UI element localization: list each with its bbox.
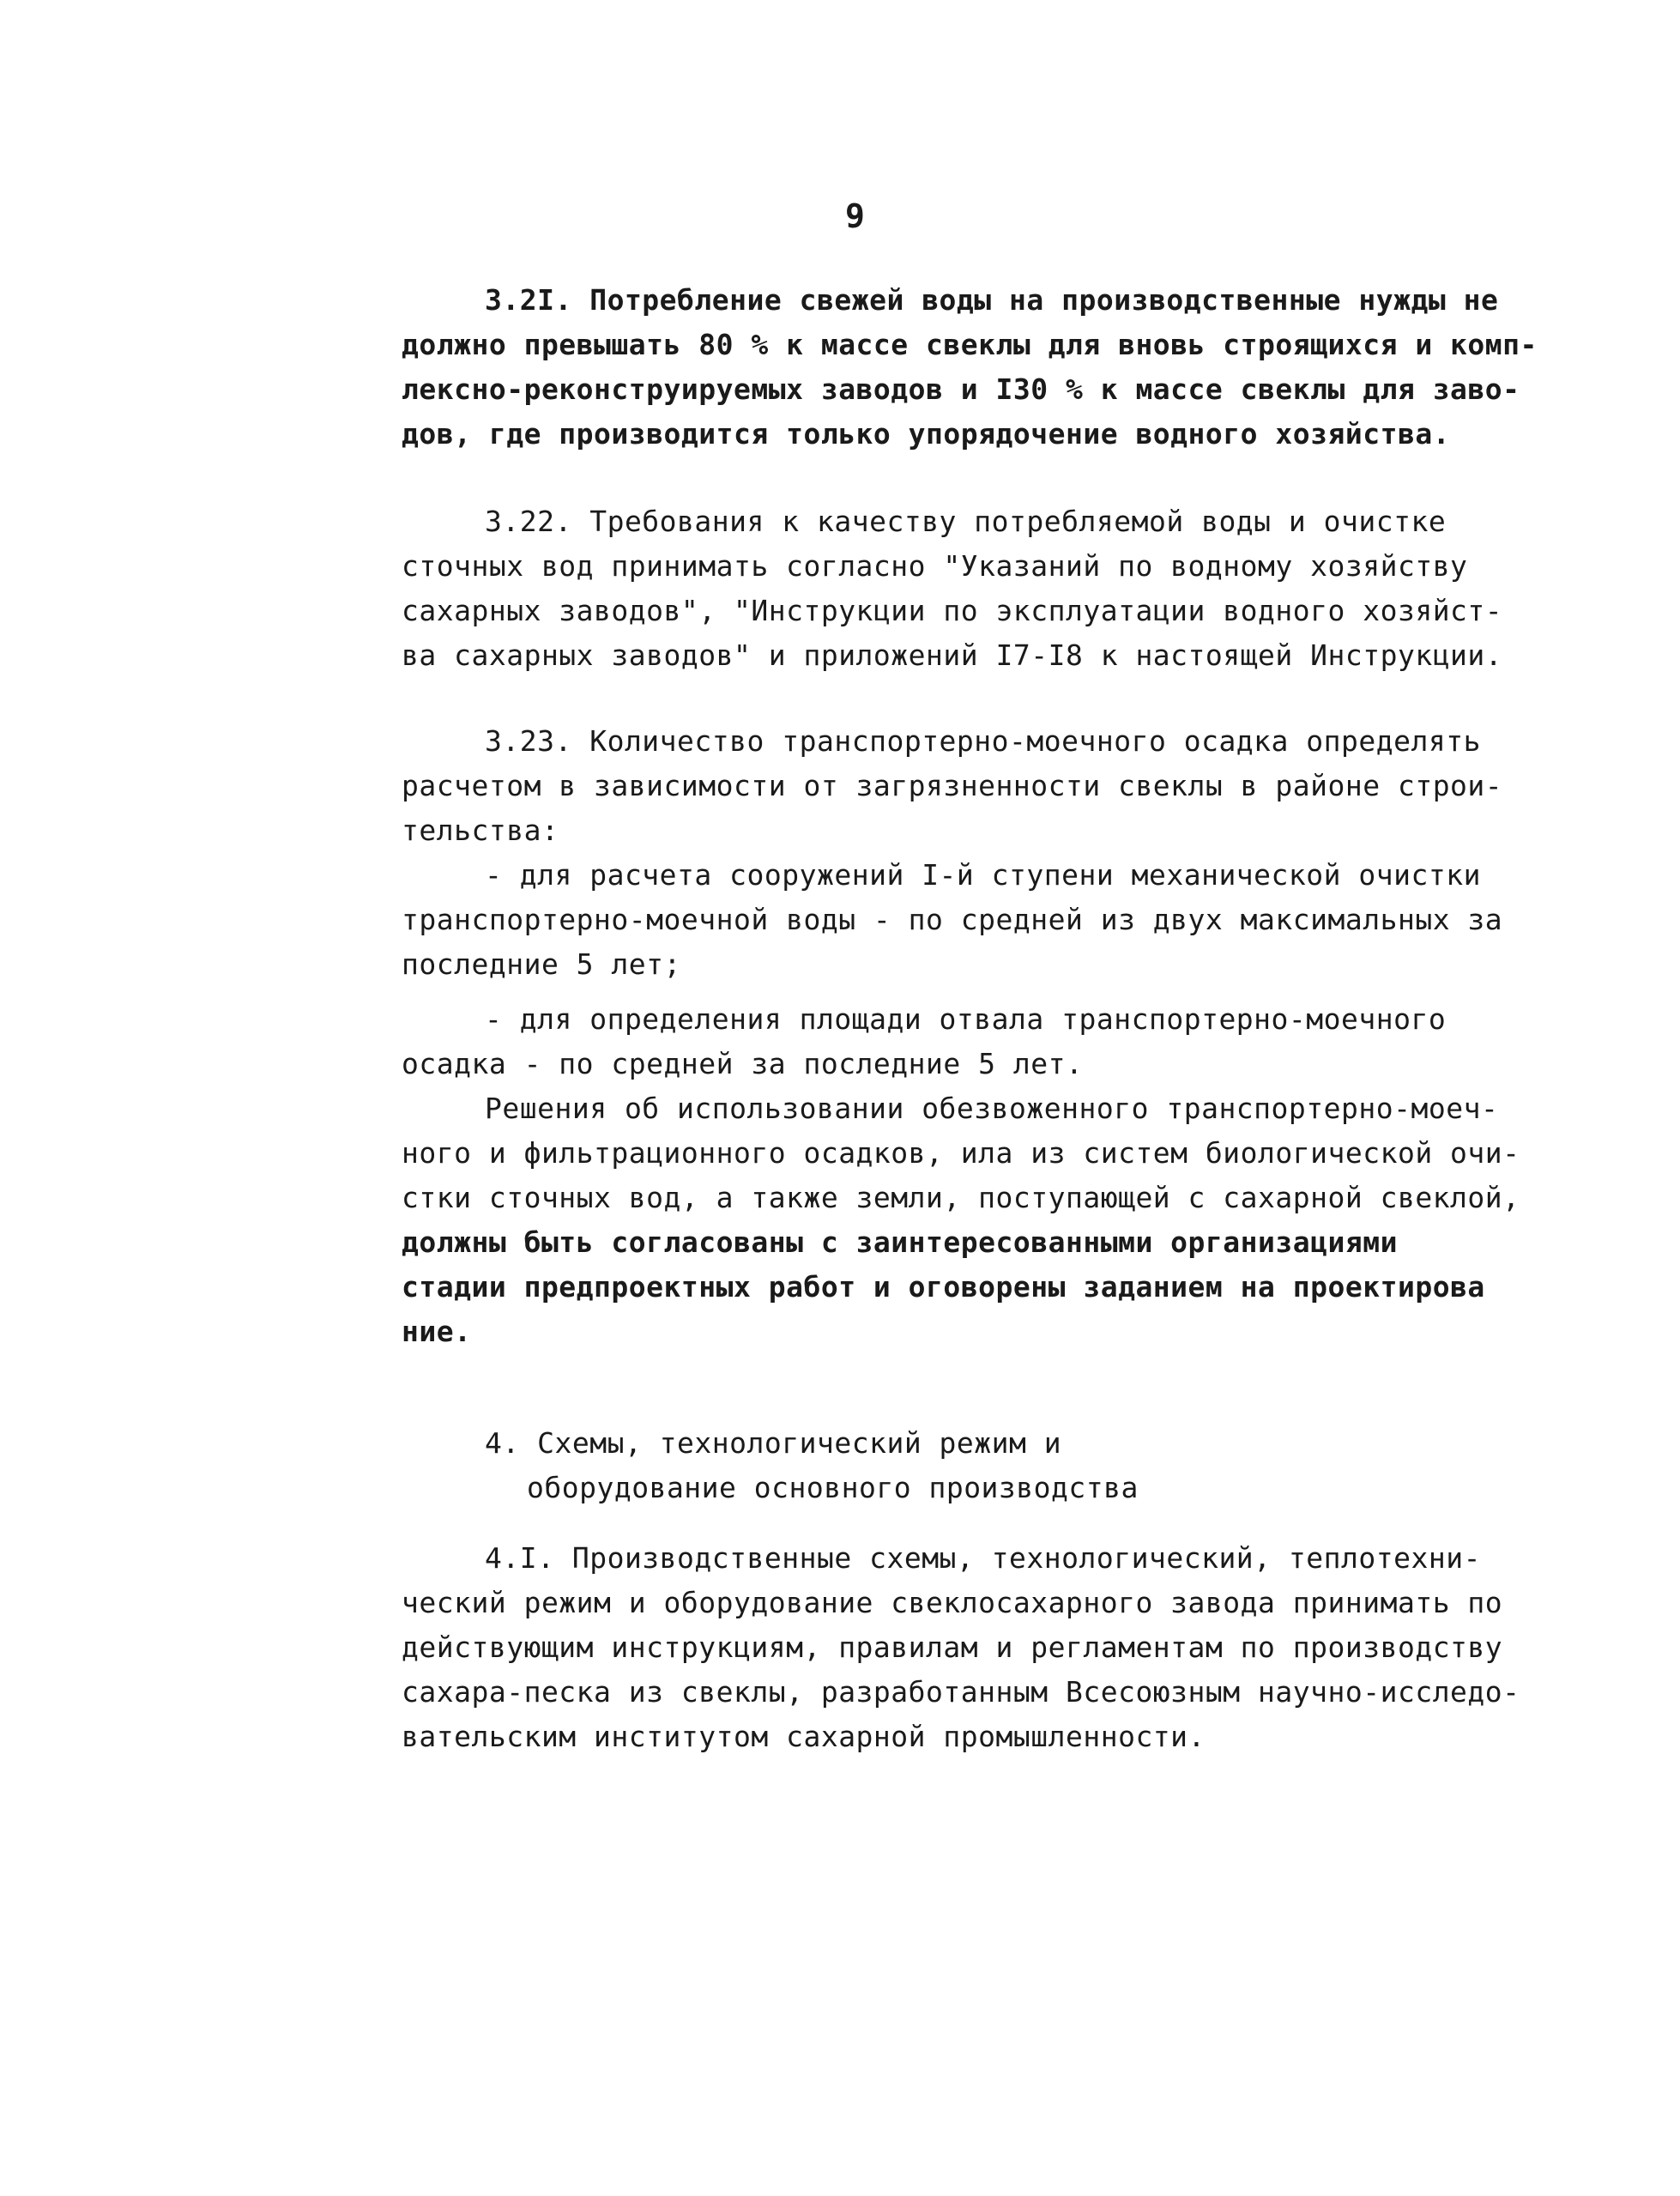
p322-line-1: 3.22. Требования к качеству потребляемой воды и очистке	[485, 505, 1447, 538]
p323-line-3: тельства:	[402, 814, 559, 847]
p321-line-3: лексно-реконструируемых заводов и I30 % к массе свеклы для заво-	[402, 372, 1520, 406]
p323-line-7: - для определения площади отвала транспортерно-моечного	[485, 1002, 1447, 1036]
p41-line-4: сахара-песка из свеклы, разработанным Всесоюзным научно-исследо-	[402, 1675, 1520, 1709]
p323-line-14: ние.	[402, 1315, 472, 1348]
p323-line-12: должны быть согласованы с заинтересованными организациями	[402, 1225, 1398, 1259]
p41-line-1: 4.I. Производственные схемы, технологический, теплотехни-	[485, 1541, 1481, 1575]
p321-line-4: дов, где производится только упорядочение водного хозяйства.	[402, 417, 1451, 451]
p321-line-2: должно превышать 80 % к массе свеклы для вновь строящихся и комп-	[402, 328, 1538, 361]
p323-line-9: Решения об использовании обезвоженного транспортерно-моеч-	[485, 1092, 1499, 1125]
p323-line-1: 3.23. Количество транспортерно-моечного осадка определять	[485, 724, 1481, 758]
p323-line-13: стадии предпроектных работ и оговорены заданием на проектирова	[402, 1270, 1485, 1304]
p41-line-2: ческий режим и оборудование свеклосахарного завода принимать по	[402, 1586, 1503, 1619]
p322-line-3: сахарных заводов", "Инструкции по эксплуатации водного хозяйст-	[402, 594, 1503, 627]
p323-line-8: осадка - по средней за последние 5 лет.	[402, 1047, 1084, 1080]
section-4-heading-line-2: оборудование основного производства	[527, 1471, 1139, 1504]
p41-line-5: вательским институтом сахарной промышленности.	[402, 1720, 1206, 1753]
p323-line-2: расчетом в зависимости от загрязненности свеклы в районе строи-	[402, 769, 1503, 802]
page-number: 9	[845, 197, 865, 235]
p41-line-3: действующим инструкциям, правилам и регламентам по производству	[402, 1630, 1503, 1664]
section-4-heading-line-1: 4. Схемы, технологический режим и	[485, 1426, 1062, 1460]
p322-line-4: ва сахарных заводов" и приложений I7-I8 к настоящей Инструкции.	[402, 638, 1503, 672]
p323-line-10: ного и фильтрационного осадков, ила из систем биологической очи-	[402, 1136, 1520, 1170]
p323-line-5: транспортерно-моечной воды - по средней из двух максимальных за	[402, 903, 1503, 936]
p323-line-6: последние 5 лет;	[402, 947, 681, 981]
p321-line-1: 3.2I. Потребление свежей воды на производственные нужды не	[485, 283, 1499, 317]
p323-line-11: стки сточных вод, а также земли, поступающей с сахарной свеклой,	[402, 1181, 1520, 1214]
p323-line-4: - для расчета сооружений I-й ступени механической очистки	[485, 858, 1481, 892]
p322-line-2: сточных вод принимать согласно "Указаний по водному хозяйству	[402, 549, 1468, 583]
